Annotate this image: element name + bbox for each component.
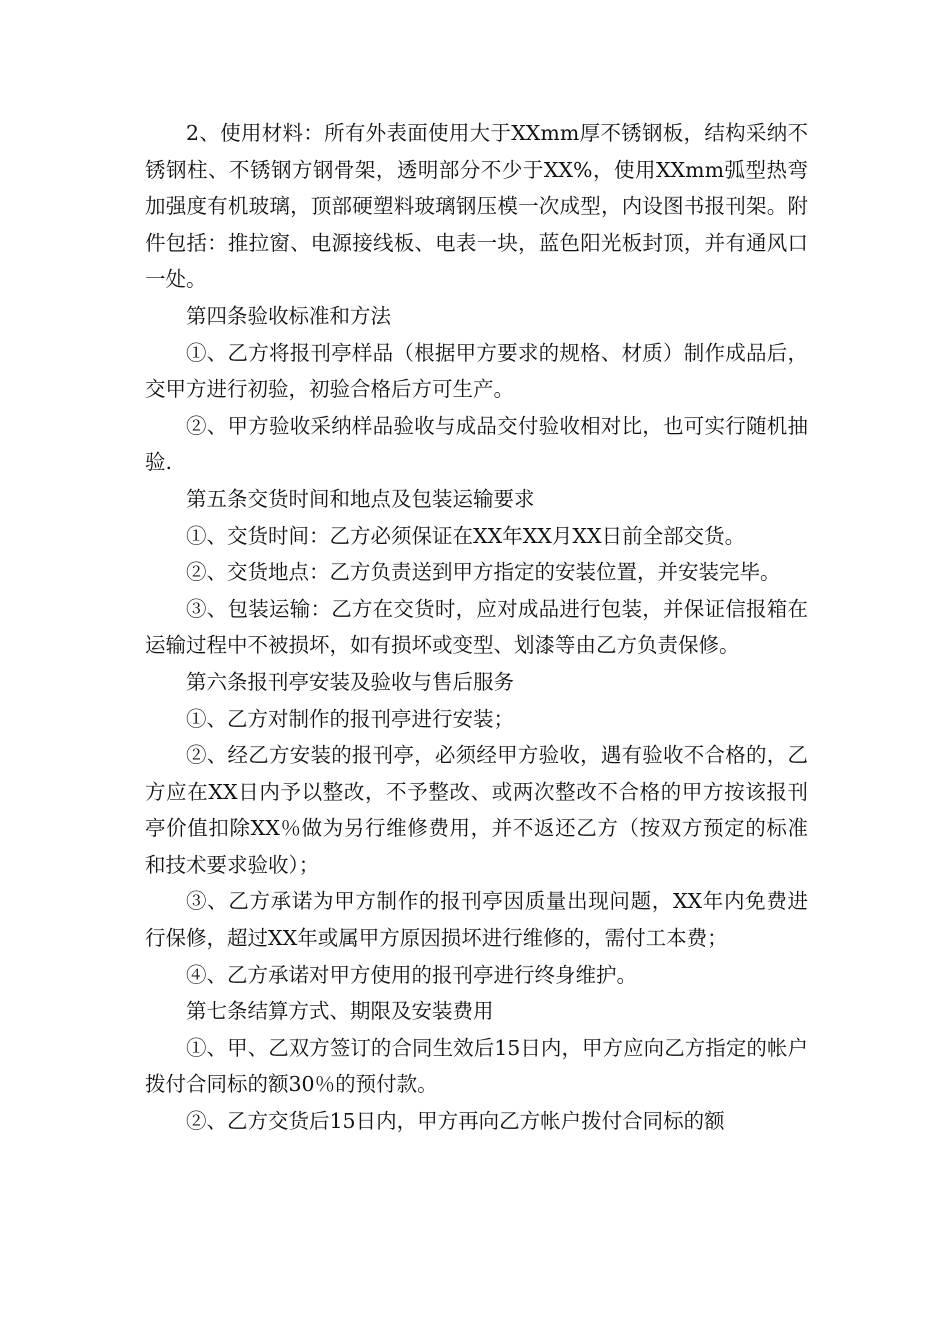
paragraph-article-6-item-4: ④、乙方承诺对甲方使用的报刊亭进行终身维护。 bbox=[186, 962, 637, 987]
document-body bbox=[145, 115, 808, 1140]
paragraph-article-7-item-1: ①、甲、乙双方签订的合同生效后15日内，甲方应向乙方指定的帐户拨付合同标的额30％的预付款。 bbox=[145, 1035, 808, 1097]
paragraph-article-4-item-1: ①、乙方将报刊亭样品（根据甲方要求的规格、材质）制作成品后，交甲方进行初验，初验合格后方可生产。 bbox=[145, 340, 808, 402]
heading-article-7: 第七条结算方式、期限及安装费用 bbox=[186, 999, 494, 1024]
paragraph-materials: 2、使用材料：所有外表面使用大于XXmm厚不锈钢板，结构采纳不锈钢柱、不锈钢方钢骨架，透明部分不少于XX%，使用XXmm弧型热弯加强度有机玻璃，顶部硬塑料玻璃钢压模一次成型，内设图书报刊架。附件包括：推拉窗、电源接线板、电表一块，蓝色阳光板封顶，并有通风口一处。 bbox=[145, 121, 808, 292]
paragraph-article-6-item-2: ②、经乙方安装的报刊亭，必须经甲方验收，遇有验收不合格的，乙方应在XX日内予以整改，不予整改、或两次整改不合格的甲方按该报刊亭价值扣除XX％做为另行维修费用，并不返还乙方（按双方预定的标准和技术要求验收）； bbox=[145, 743, 808, 877]
heading-article-6: 第六条报刊亭安装及验收与售后服务 bbox=[186, 669, 514, 694]
paragraph-article-4-item-2: ②、甲方验收采纳样品验收与成品交付验收相对比，也可实行随机抽验. bbox=[145, 413, 808, 475]
paragraph-article-5-item-3: ③、包装运输：乙方在交货时，应对成品进行包装，并保证信报箱在运输过程中不被损坏，如有损坏或变型、划漆等由乙方负责保修。 bbox=[145, 596, 808, 658]
heading-article-5: 第五条交货时间和地点及包装运输要求 bbox=[186, 486, 535, 511]
paragraph-article-6-item-3: ③、乙方承诺为甲方制作的报刊亭因质量出现问题，XX年内免费进行保修，超过XX年或属甲方原因损坏进行维修的，需付工本费； bbox=[145, 889, 808, 951]
heading-article-4: 第四条验收标准和方法 bbox=[186, 303, 391, 328]
paragraph-article-7-item-2: ②、乙方交货后15日内，甲方再向乙方帐户拨付合同标的额 bbox=[186, 1109, 725, 1134]
paragraph-article-5-item-1: ①、交货时间：乙方必须保证在XX年XX月XX日前全部交货。 bbox=[186, 523, 746, 548]
paragraph-article-6-item-1: ①、乙方对制作的报刊亭进行安装； bbox=[186, 706, 514, 731]
paragraph-article-5-item-2: ②、交货地点：乙方负责送到甲方指定的安装位置，并安装完毕。 bbox=[186, 560, 781, 585]
